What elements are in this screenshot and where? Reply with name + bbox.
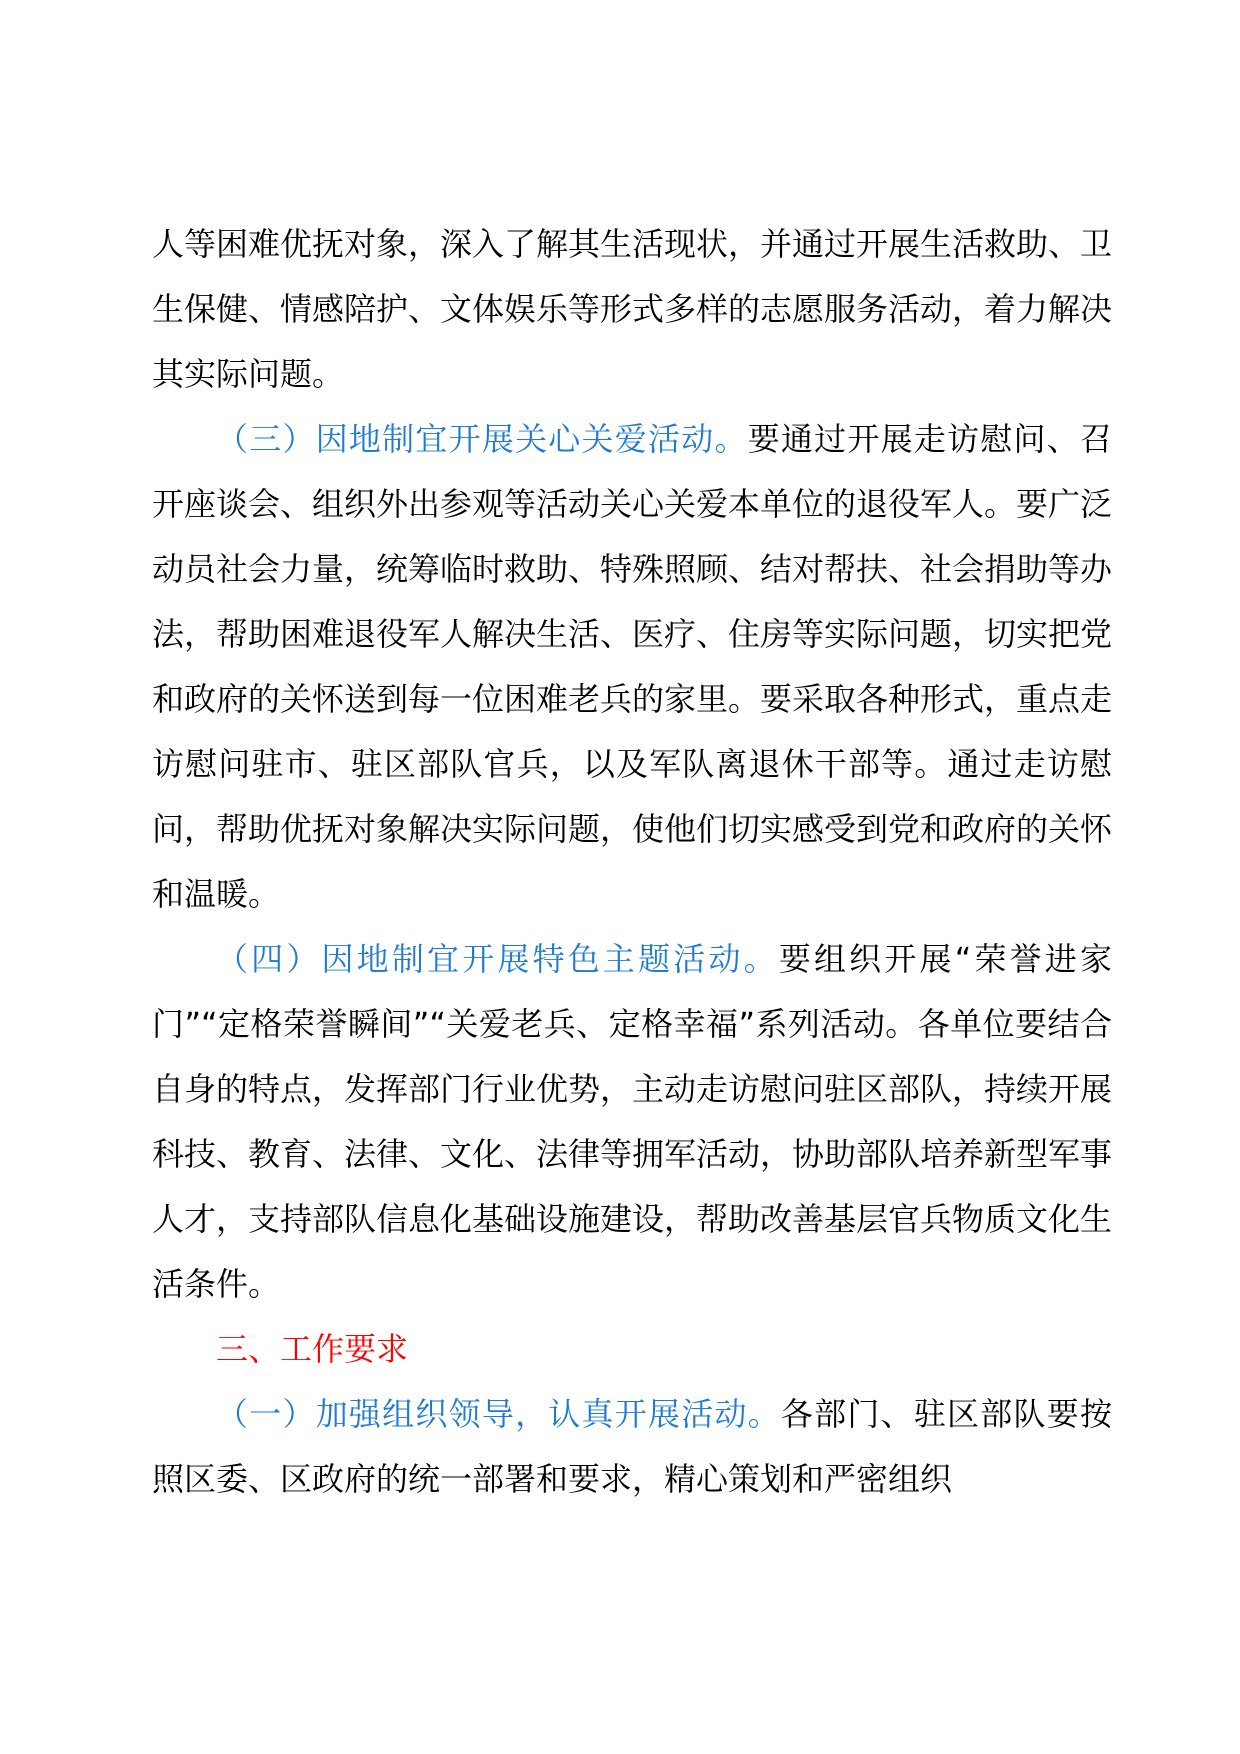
paragraph-text: 人等困难优抚对象，深入了解其生活现状，并通过开展生活救助、卫生保健、情感陪护、文体娱乐等形式多样的志愿服务活动，着力解决其实际问题。: [152, 225, 1113, 393]
paragraph-theme-activities: [152, 927, 1112, 1317]
section-heading-work-requirements: [152, 1317, 1112, 1382]
document-body: [152, 212, 1112, 1512]
paragraph-text: 各部门、驻区部队要按照区委、区政府的统一部署和要求，精心策划和严密组织: [152, 1395, 1112, 1498]
subheading-organization-leadership: （一）加强组织领导，认真开展活动。: [216, 1395, 781, 1433]
paragraph-continuation: [152, 212, 1112, 407]
paragraph-text: 要组织开展“荣誉进家门”“定格荣誉瞬间”“关爱老兵、定格幸福”系列活动。各单位要结合自身的特点，发挥部门行业优势，主动走访慰问驻区部队，持续开展科技、教育、法律、文化、法律等拥军活动，协助部队培养新型军事人才，支持部队信息化基础设施建设，帮助改善基层官兵物质文化生活条件。: [152, 940, 1113, 1303]
subheading-care-activities: （三）因地制宜开展关心关爱活动。: [216, 420, 748, 458]
paragraph-care-activities: [152, 407, 1112, 927]
paragraph-text: 要通过开展走访慰问、召开座谈会、组织外出参观等活动关心关爱本单位的退役军人。要广泛动员社会力量，统筹临时救助、特殊照顾、结对帮扶、社会捐助等办法，帮助困难退役军人解决生活、医疗、住房等实际问题，切实把党和政府的关怀送到每一位困难老兵的家里。要采取各种形式，重点走访慰问驻市、驻区部队官兵，以及军队离退休干部等。通过走访慰问，帮助优抚对象解决实际问题，使他们切实感受到党和政府的关怀和温暖。: [152, 420, 1113, 913]
paragraph-organization-leadership: [152, 1382, 1112, 1512]
subheading-theme-activities: （四）因地制宜开展特色主题活动。: [216, 940, 779, 978]
section-heading: 三、工作要求: [216, 1330, 409, 1368]
